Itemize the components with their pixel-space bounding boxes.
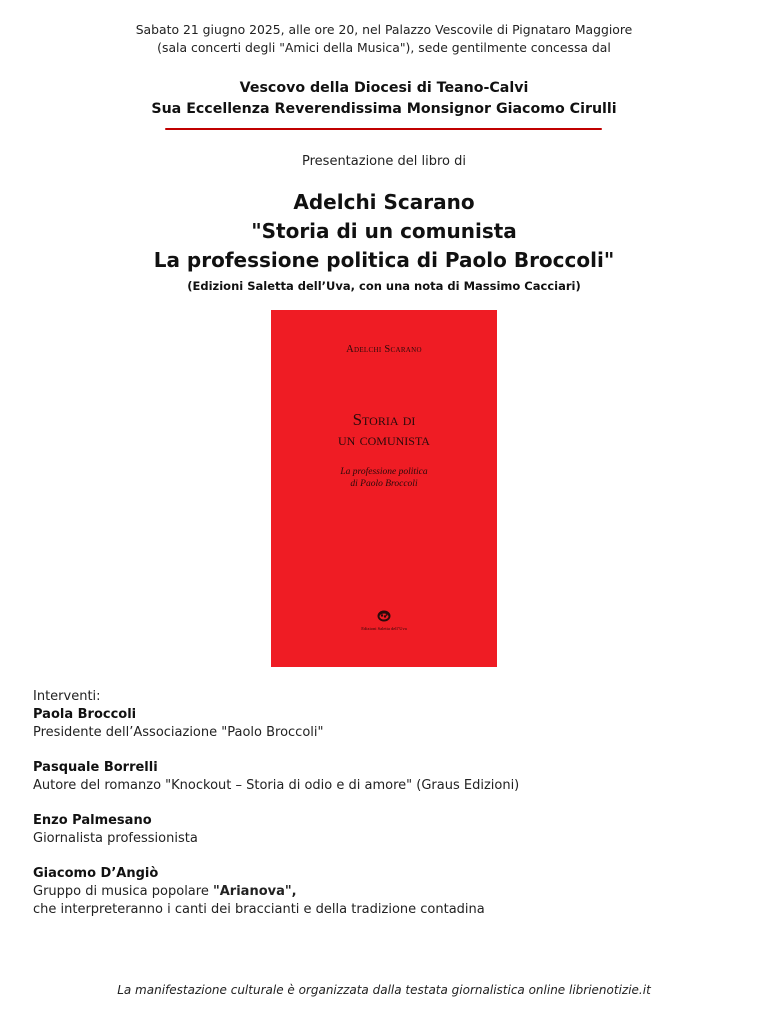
bishop-line-1: Vescovo della Diocesi di Teano-Calvi	[239, 80, 529, 96]
speakers-label: Interventi:	[33, 689, 101, 704]
speaker-item	[33, 706, 733, 742]
band-name: "Arianova",	[212, 884, 297, 899]
presentation-intro: Presentazione del libro di	[302, 154, 466, 169]
speaker-item	[33, 865, 733, 919]
speaker-role-prefix: Gruppo di musica popolare	[33, 884, 213, 899]
bishop-block	[0, 78, 768, 120]
edition-note: (Edizioni Saletta dell’Uva, con una nota di Massimo Cacciari)	[187, 279, 581, 293]
speaker-name: Giacomo D’Angiò	[33, 866, 159, 881]
book-subtitle: La professione politica di Paolo Broccoli"	[153, 248, 615, 272]
speaker-name: Pasquale Borrelli	[33, 760, 158, 775]
book-cover-image	[271, 310, 497, 667]
red-divider	[165, 128, 602, 130]
cover-subtitle-line-2: di Paolo Broccoli	[350, 479, 418, 489]
event-intro-line-1: Sabato 21 giugno 2025, alle ore 20, nel Palazzo Vescovile di Pignataro Maggiore	[135, 22, 633, 37]
speaker-item	[33, 812, 733, 848]
cover-title	[271, 410, 497, 450]
organizer-footer: La manifestazione culturale è organizzata dalla testata giornalistica online librienotizie.it	[117, 983, 651, 997]
speaker-name: Paola Broccoli	[33, 707, 137, 722]
cover-publisher: Edizioni Saletta dell’Uva	[361, 626, 407, 631]
speaker-role: Presidente dell’Associazione "Paolo Broccoli"	[33, 725, 324, 740]
bishop-line-2: Sua Eccellenza Reverendissima Monsignor Giacomo Cirulli	[151, 101, 617, 117]
cover-title-line-2: un comunista	[338, 430, 430, 449]
cover-title-line-1: Storia di	[352, 410, 416, 429]
speaker-role: Autore del romanzo "Knockout – Storia di odio e di amore" (Graus Edizioni)	[33, 778, 520, 793]
speakers-section	[33, 688, 733, 936]
event-intro-line-2: (sala concerti degli "Amici della Musica"), sede gentilmente concessa dal	[157, 40, 611, 55]
speaker-role: Giornalista professionista	[33, 831, 198, 846]
book-heading	[0, 188, 768, 275]
speaker-item	[33, 759, 733, 795]
book-title: "Storia di un comunista	[251, 219, 517, 243]
cover-subtitle	[271, 466, 497, 490]
speaker-role	[33, 883, 733, 901]
cover-author: Adelchi Scarano	[346, 344, 422, 355]
publisher-logo-icon	[377, 609, 391, 623]
book-author: Adelchi Scarano	[293, 190, 475, 214]
speaker-name: Enzo Palmesano	[33, 813, 152, 828]
speaker-role-line-2: che interpreteranno i canti dei braccianti e della tradizione contadina	[33, 902, 485, 917]
event-intro	[0, 21, 768, 57]
cover-subtitle-line-1: La professione politica	[340, 467, 428, 477]
